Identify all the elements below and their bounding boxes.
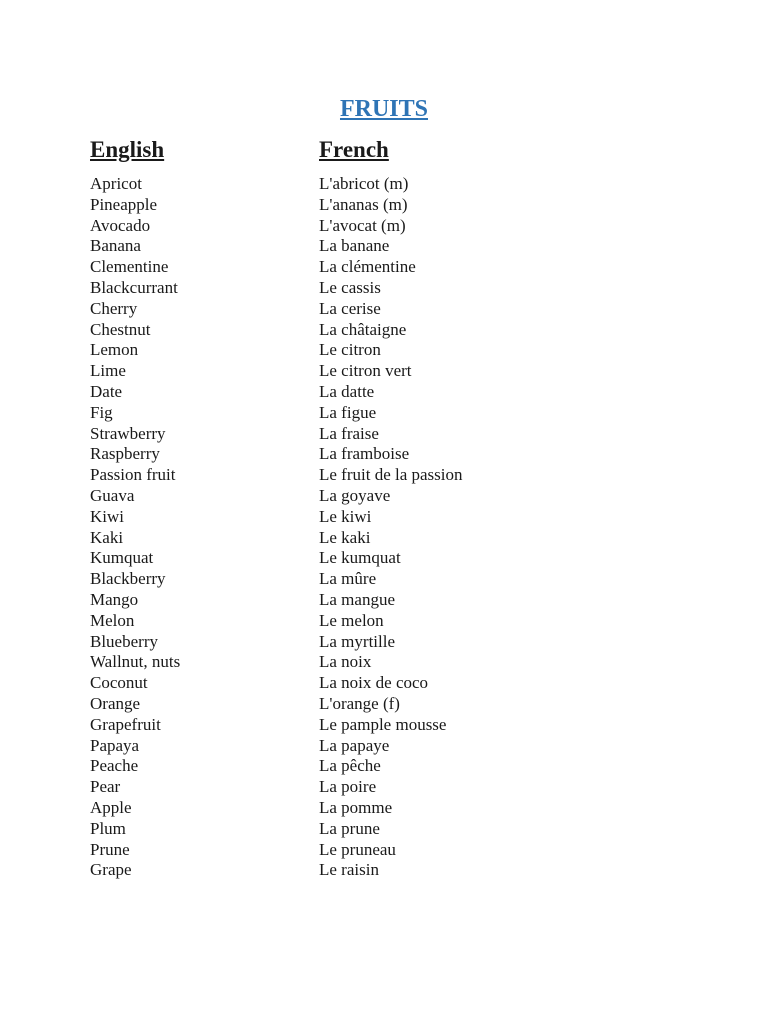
english-word: Banana [90,236,141,256]
list-item [90,465,690,486]
english-word: Raspberry [90,444,160,464]
english-word: Blackberry [90,569,166,589]
list-item [90,798,690,819]
french-word: La mangue [319,589,395,609]
list-item [90,278,690,299]
french-word: L'orange (f) [319,693,400,713]
list-item [90,777,690,798]
list-item [90,652,690,673]
french-word: La fraise [319,423,379,443]
list-item [90,548,690,569]
list-item [90,694,690,715]
english-word: Pear [90,777,121,797]
french-word: Le cassis [319,277,381,297]
english-word: Melon [90,610,135,630]
french-word: La papaye [319,735,390,755]
list-item [90,195,690,216]
french-word: Le citron vert [319,361,412,381]
french-word: La noix de coco [319,673,429,693]
list-item [90,340,690,361]
list-item [90,569,690,590]
english-word: Guava [90,485,135,505]
vocabulary-list [90,174,690,881]
list-item [90,444,690,465]
english-word: Date [90,381,123,401]
english-word: Chestnut [90,319,151,339]
french-word: Le citron [319,340,381,360]
french-word: La clémentine [319,257,416,277]
french-word: L'ananas (m) [319,194,408,214]
english-word: Avocado [90,215,151,235]
french-word: Le pample mousse [319,714,447,734]
english-word: Mango [90,589,139,609]
french-word: Le pruneau [319,839,396,859]
english-word: Fig [90,402,113,422]
french-word: La datte [319,381,375,401]
list-item [90,216,690,237]
french-word: Le kumquat [319,548,401,568]
list-item [90,320,690,341]
list-item [90,361,690,382]
english-word: Apricot [90,174,142,193]
column-header-english: English [90,137,165,162]
english-word: Blackcurrant [90,277,178,297]
english-word: Papaya [90,735,140,755]
list-item [90,528,690,549]
list-item [90,236,690,257]
english-word: Prune [90,839,130,859]
french-word: L'avocat (m) [319,215,406,235]
list-item [90,590,690,611]
french-word: La pomme [319,797,393,817]
english-word: Orange [90,693,141,713]
french-word: La goyave [319,485,391,505]
french-word: La myrtille [319,631,396,651]
french-word: Le raisin [319,860,379,880]
english-word: Passion fruit [90,465,176,485]
french-word: La châtaigne [319,319,407,339]
french-word: Le fruit de la passion [319,465,463,485]
english-word: Kaki [90,527,124,547]
english-word: Clementine [90,257,169,277]
english-word: Strawberry [90,423,166,443]
list-item [90,299,690,320]
french-word: La figue [319,402,377,422]
english-word: Lime [90,361,126,381]
english-word: Apple [90,797,132,817]
french-word: La banane [319,236,390,256]
list-item [90,403,690,424]
french-word: Le melon [319,610,384,630]
english-word: Coconut [90,673,148,693]
list-item [90,819,690,840]
french-word: L'abricot (m) [319,174,409,193]
english-word: Peache [90,756,139,776]
french-word: La mûre [319,569,377,589]
list-item [90,382,690,403]
english-word: Grapefruit [90,714,161,734]
english-word: Grape [90,860,132,880]
french-word: La noix [319,652,372,672]
list-item [90,174,690,195]
list-item [90,611,690,632]
english-word: Wallnut, nuts [90,652,181,672]
list-item [90,756,690,777]
list-item [90,736,690,757]
french-word: La framboise [319,444,410,464]
english-word: Blueberry [90,631,158,651]
list-item [90,486,690,507]
english-word: Pineapple [90,194,158,214]
list-item [90,715,690,736]
list-item [90,257,690,278]
list-item [90,860,690,881]
english-word: Kiwi [90,506,124,526]
french-word: Le kaki [319,527,371,547]
list-item [90,673,690,694]
list-item [90,507,690,528]
list-item [90,424,690,445]
french-word: Le kiwi [319,506,372,526]
page-title: FRUITS [339,96,429,122]
list-item [90,632,690,653]
french-word: La pêche [319,756,381,776]
english-word: Plum [90,818,126,838]
french-word: La prune [319,818,380,838]
list-item [90,840,690,861]
english-word: Cherry [90,298,138,318]
column-header-french: French [319,137,389,162]
french-word: La cerise [319,298,381,318]
french-word: La poire [319,777,377,797]
english-word: Kumquat [90,548,154,568]
english-word: Lemon [90,340,139,360]
